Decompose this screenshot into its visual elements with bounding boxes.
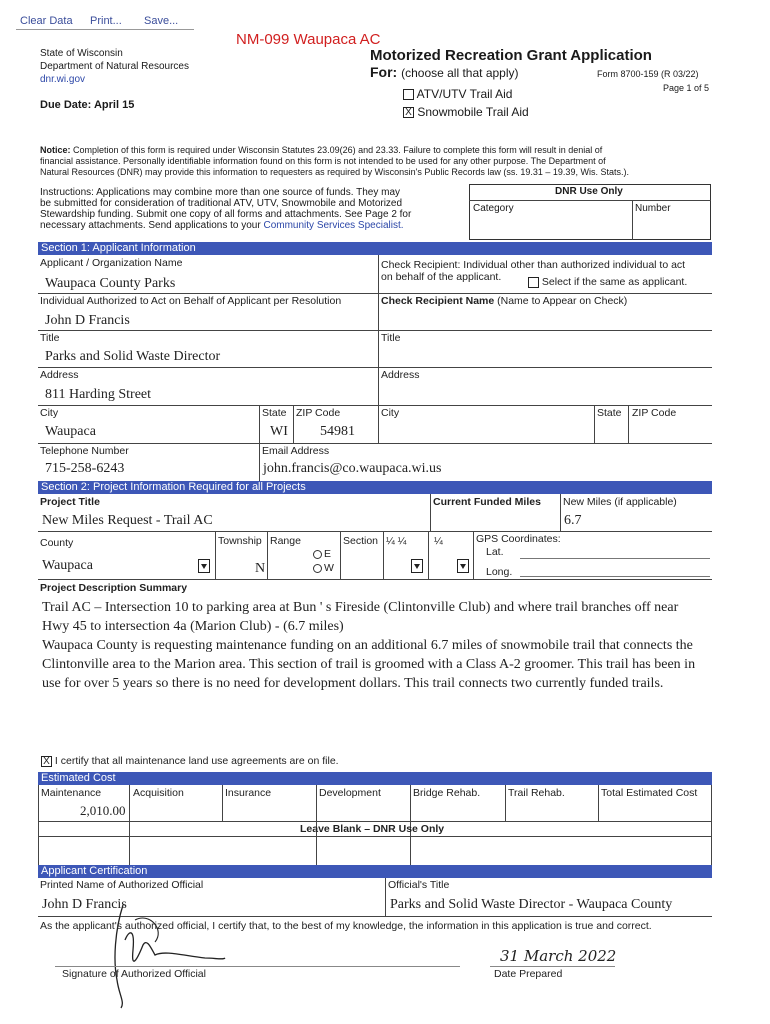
- same-as-applicant[interactable]: [528, 276, 687, 288]
- form-number: Form 8700-159 (R 03/22): [597, 69, 699, 79]
- county-value[interactable]: Waupaca: [42, 558, 93, 573]
- cost-col-total: Total Estimated Cost: [601, 787, 698, 799]
- title-value[interactable]: Parks and Solid Waste Director: [45, 349, 221, 364]
- estimated-cost-header: Estimated Cost: [38, 772, 712, 785]
- row-divider-3: [38, 367, 712, 368]
- range-section-divider: [340, 531, 341, 579]
- zip-value[interactable]: 54981: [320, 424, 355, 439]
- phone-label: Telephone Number: [40, 445, 129, 457]
- state-label: State: [262, 407, 287, 419]
- atv-checkbox[interactable]: [403, 89, 414, 100]
- title-miles-divider: [430, 494, 431, 531]
- atv-label: ATV/UTV Trail Aid: [416, 87, 513, 101]
- form-id-title: NM-099 Waupaca AC: [236, 31, 381, 48]
- range-label: Range: [270, 535, 301, 547]
- notice-text-3: Natural Resources (DNR) may provide this information to requesters as required by Wisconsin's Public Records law (ss. 19.31 – 19.39, Wis. Stats.).: [40, 167, 629, 177]
- gps-label: GPS Coordinates:: [476, 533, 561, 545]
- section-label: Section: [343, 535, 379, 547]
- signature-label: Signature of Authorized Official: [62, 968, 206, 980]
- snowmobile-label: Snowmobile Trail Aid: [417, 105, 529, 119]
- email-label: Email Address: [262, 445, 330, 457]
- city-label: City: [40, 407, 59, 419]
- printed-name-value[interactable]: John D Francis: [42, 897, 127, 912]
- applicant-label: Applicant / Organization Name: [40, 257, 183, 269]
- agency-state: State of Wisconsin: [40, 48, 123, 59]
- project-title-value[interactable]: New Miles Request - Trail AC: [42, 513, 213, 528]
- applicant-value[interactable]: Waupaca County Parks: [45, 276, 176, 291]
- row-divider-7: [38, 579, 712, 580]
- dnr-use-title: DNR Use Only: [555, 186, 623, 197]
- certify-checkbox[interactable]: X: [41, 756, 52, 767]
- same-as-applicant-checkbox[interactable]: [528, 277, 539, 288]
- range-w-radio[interactable]: [313, 564, 322, 573]
- certify-text: I certify that all maintenance land use agreements are on file.: [54, 755, 339, 767]
- row-divider-5: [38, 443, 712, 444]
- cost-div-1: [129, 785, 130, 867]
- new-miles-value[interactable]: 6.7: [564, 513, 582, 528]
- long-label: Long.: [486, 566, 513, 578]
- summary-line-2: Hwy 45 to intersection 4a (Marion Club) - (6.7 miles): [42, 619, 344, 634]
- title-label: Title: [40, 332, 60, 344]
- recipient-zip-label: ZIP Code: [632, 407, 677, 419]
- qq-label: ¼ ¼: [386, 535, 407, 547]
- dnr-use-divider: [469, 200, 711, 201]
- cost-col-maintenance: Maintenance: [41, 787, 102, 799]
- maintenance-value[interactable]: 2,010.00: [80, 803, 126, 818]
- cost-col-trail-rehab: Trail Rehab.: [508, 787, 565, 799]
- summary-line-3: Waupaca County is requesting maintenance funding on an additional 6.7 miles of snowmobile trail that connects the: [42, 638, 693, 653]
- qq-q-divider: [428, 531, 429, 579]
- dnr-number-label: Number: [635, 203, 671, 214]
- agency-link[interactable]: dnr.wi.gov: [40, 74, 86, 85]
- instructions-line-4: necessary attachments. Send applications to your: [40, 220, 264, 231]
- lat-input-line[interactable]: [520, 558, 710, 559]
- state-zip-divider: [293, 405, 294, 443]
- cost-col-acquisition: Acquisition: [133, 787, 184, 799]
- instructions-line-1: Instructions: Applications may combine more than one source of funds. They may: [40, 187, 400, 198]
- project-title-label: Project Title: [40, 496, 100, 508]
- miles-divider: [560, 494, 561, 531]
- new-miles-label: New Miles (if applicable): [563, 496, 677, 508]
- page-number: Page 1 of 5: [663, 83, 710, 93]
- option-atv[interactable]: [403, 87, 512, 101]
- recipient-state-zip-divider: [628, 405, 629, 443]
- cost-row-divider-2: [38, 836, 712, 837]
- clear-data-button[interactable]: Clear Data: [20, 15, 73, 27]
- notice: [40, 145, 720, 178]
- signature-line: [55, 966, 460, 967]
- certification-statement: As the applicant's authorized official, I certify that, to the best of my knowledge, the information in this application is true and correct.: [40, 920, 652, 932]
- row-divider-4: [38, 405, 712, 406]
- authorized-label: Individual Authorized to Act on Behalf of Applicant per Resolution: [40, 295, 342, 307]
- printed-name-label: Printed Name of Authorized Official: [40, 879, 204, 891]
- recipient-state-label: State: [597, 407, 622, 419]
- range-e-radio[interactable]: [313, 550, 322, 559]
- row-divider-6: [38, 531, 712, 532]
- agency-department: Department of Natural Resources: [40, 61, 189, 72]
- township-range-divider: [267, 531, 268, 579]
- row-divider-2: [38, 330, 712, 331]
- cost-col-bridge-rehab: Bridge Rehab.: [413, 787, 481, 799]
- instructions-line-3: Stewardship funding. Submit one copy of all forms and attachments. See Page 2 for: [40, 209, 412, 220]
- snowmobile-checkbox[interactable]: X: [403, 107, 414, 118]
- summary-line-5: use for over 5 years so there is no need for development dollars. This trail connects two currently funded trails.: [42, 676, 664, 691]
- option-snowmobile[interactable]: [403, 105, 529, 119]
- state-value[interactable]: WI: [270, 424, 288, 439]
- toolbar-underline: [16, 29, 194, 30]
- certify-agreements[interactable]: [41, 755, 339, 767]
- for-hint: (choose all that apply): [401, 66, 519, 80]
- authorized-value[interactable]: John D Francis: [45, 313, 130, 328]
- same-as-applicant-label: Select if the same as applicant.: [541, 276, 688, 288]
- recipient-title-label: Title: [381, 332, 401, 344]
- recipient-address-label: Address: [381, 369, 420, 381]
- qq-dropdown[interactable]: [411, 559, 423, 573]
- cost-col-development: Development: [319, 787, 381, 799]
- county-dropdown[interactable]: [198, 559, 210, 573]
- row-divider-1: [38, 293, 712, 294]
- date-line: [490, 966, 615, 967]
- summary-line-1: Trail AC – Intersection 10 to parking area at Bun ' s Fireside (Clintonville Club) and where trail branches off near: [42, 600, 679, 615]
- section-2-header: Section 2: Project Information Required for all Projects: [38, 481, 712, 494]
- official-title-value[interactable]: Parks and Solid Waste Director - Waupaca County: [390, 897, 673, 912]
- county-township-divider: [215, 531, 216, 579]
- check-recipient-line-1: Check Recipient: Individual other than authorized individual to act: [381, 259, 686, 271]
- city-value[interactable]: Waupaca: [45, 424, 96, 439]
- summary-line-4: Clintonville area to the Marion area. This section of trail is groomed with a Class A-2 groomer. This trail has been in: [42, 657, 696, 672]
- range-w-option[interactable]: [313, 562, 334, 574]
- check-name-hint: (Name to Appear on Check): [497, 295, 628, 307]
- section-1-header: Section 1: Applicant Information: [38, 242, 712, 255]
- signature-image: [95, 900, 265, 1010]
- form-title: Motorized Recreation Grant Application: [370, 47, 652, 64]
- instructions-line-2: be submitted for consideration of traditional ATV, UTV, Snowmobile and Motorized: [40, 198, 403, 209]
- recipient-city-state-divider: [594, 405, 595, 443]
- notice-text-2: financial assistance. Personally identifiable information found on this form is not intended to be used for any other purpose. The Department of: [40, 156, 606, 166]
- certification-header: Applicant Certification: [38, 865, 712, 878]
- phone-email-divider: [259, 443, 260, 481]
- due-date: Due Date: April 15: [40, 99, 135, 111]
- save-button[interactable]: Save...: [144, 15, 179, 27]
- township-value[interactable]: N: [255, 561, 266, 576]
- address-value[interactable]: 811 Harding Street: [45, 387, 152, 402]
- phone-value[interactable]: 715-258-6243: [45, 461, 125, 476]
- cost-col-insurance: Insurance: [225, 787, 272, 799]
- community-specialist-link[interactable]: Community Services Specialist.: [263, 220, 404, 231]
- lat-label: Lat.: [486, 546, 504, 558]
- instructions: [40, 187, 470, 231]
- leave-blank-label: Leave Blank – DNR Use Only: [300, 823, 445, 835]
- dnr-category-label: Category: [473, 203, 514, 214]
- city-state-divider: [259, 405, 260, 443]
- cost-div-5: [505, 785, 506, 821]
- range-e-label: E: [324, 548, 332, 560]
- q-gps-divider: [473, 531, 474, 579]
- cost-div-2: [222, 785, 223, 821]
- notice-text-1: Completion of this form is required under Wisconsin Statutes 23.09(26) and 23.33. Failure to complete this form will result in denial of: [73, 145, 603, 155]
- official-title-label: Official's Title: [388, 879, 450, 891]
- township-label: Township: [218, 535, 262, 547]
- address-label: Address: [40, 369, 79, 381]
- long-input-line[interactable]: [520, 576, 710, 577]
- for-label: For:: [370, 64, 398, 80]
- check-recipient-line-2: on behalf of the applicant.: [381, 271, 502, 283]
- zip-label: ZIP Code: [296, 407, 341, 419]
- q-dropdown[interactable]: [457, 559, 469, 573]
- range-e-option[interactable]: [313, 548, 331, 560]
- print-button[interactable]: Print...: [90, 15, 122, 27]
- date-value[interactable]: 31 March 2022: [500, 947, 617, 965]
- section-1-col-divider: [378, 255, 379, 443]
- name-title-divider: [385, 878, 386, 916]
- dnr-use-col-divider: [632, 200, 633, 240]
- section-qq-divider: [383, 531, 384, 579]
- recipient-city-label: City: [381, 407, 400, 419]
- summary-text[interactable]: [42, 598, 722, 693]
- cost-row-divider: [38, 821, 712, 822]
- q-label: ¼: [434, 535, 443, 547]
- for-row: [370, 64, 519, 80]
- summary-label: Project Description Summary: [40, 582, 188, 594]
- cost-div-6: [598, 785, 599, 821]
- county-label: County: [40, 537, 74, 549]
- range-w-label: W: [324, 562, 334, 574]
- date-label: Date Prepared: [494, 968, 563, 980]
- funded-miles-label: Current Funded Miles: [433, 496, 541, 508]
- notice-label: Notice:: [40, 145, 71, 155]
- check-name-label: Check Recipient Name: [381, 295, 495, 307]
- check-name-row: [381, 295, 627, 307]
- email-value[interactable]: john.francis@co.waupaca.wi.us: [263, 461, 442, 476]
